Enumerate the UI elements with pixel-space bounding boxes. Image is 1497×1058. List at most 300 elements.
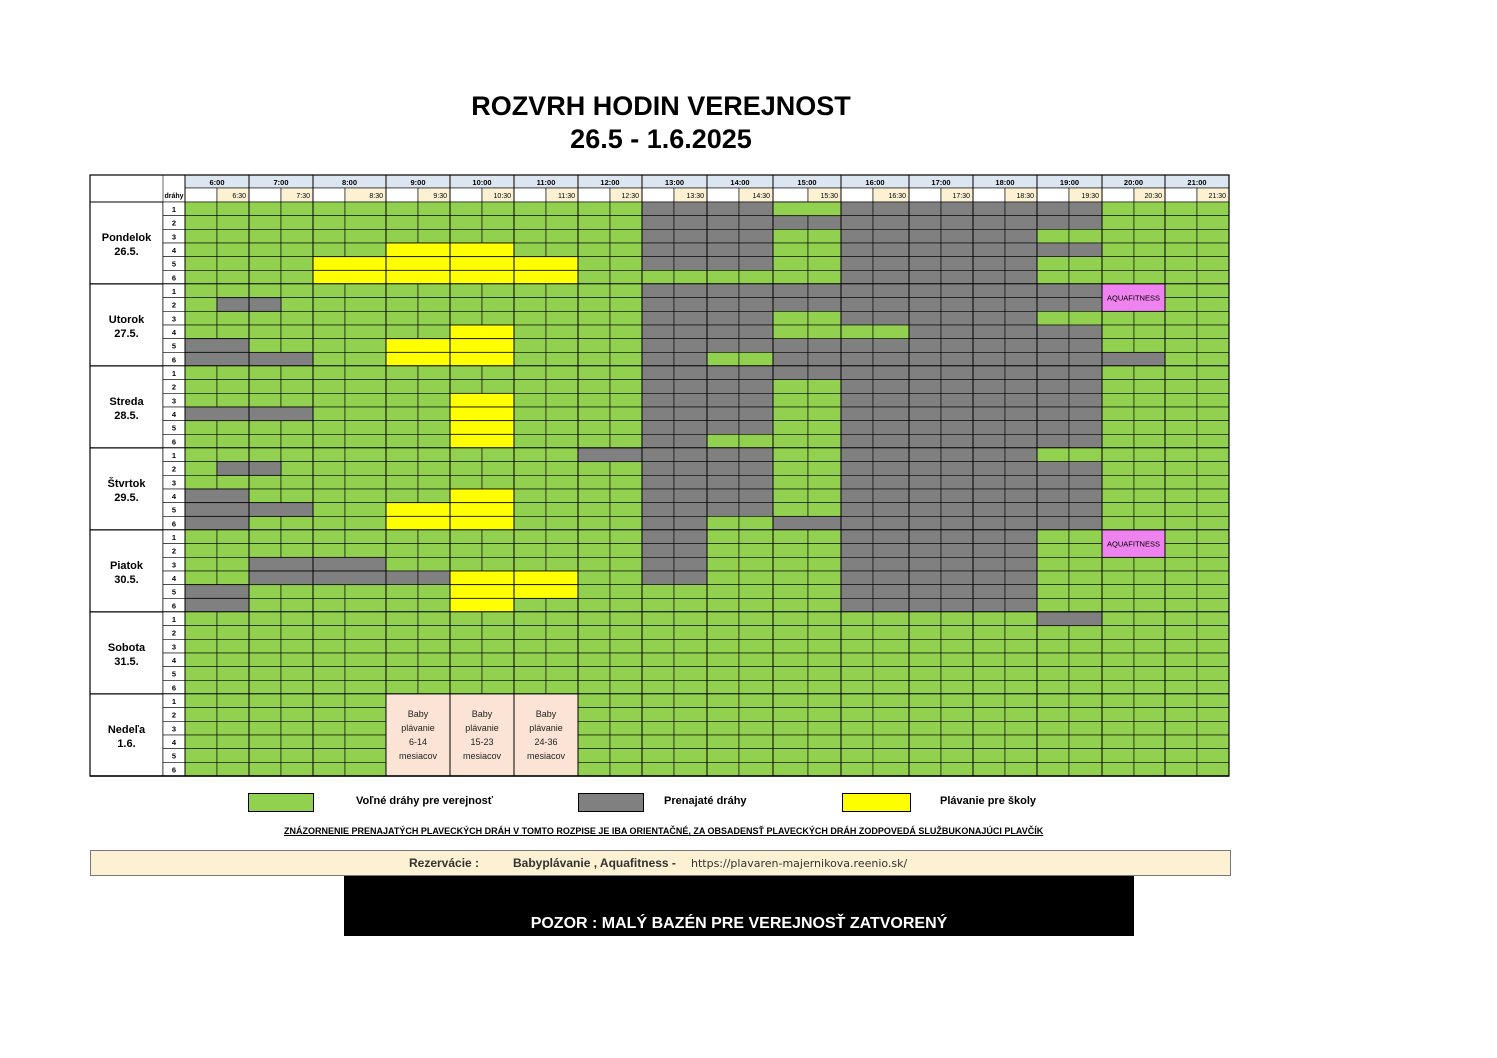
schedule-slot [185, 421, 217, 435]
schedule-slot [1134, 270, 1165, 284]
schedule-slot [873, 421, 909, 435]
schedule-slot [482, 612, 514, 626]
schedule-slot [185, 544, 217, 558]
schedule-slot [739, 530, 773, 544]
schedule-slot [418, 598, 450, 612]
schedule-slot [707, 653, 739, 667]
schedule-slot [281, 544, 313, 558]
schedule-slot [578, 708, 610, 722]
schedule-slot [1165, 270, 1197, 284]
schedule-slot [1069, 721, 1102, 735]
schedule-slot [808, 462, 841, 476]
schedule-slot [909, 407, 941, 421]
schedule-slot [909, 708, 941, 722]
schedule-slot [281, 653, 313, 667]
schedule-slot [1165, 489, 1197, 503]
schedule-slot [345, 339, 386, 353]
schedule-slot [386, 393, 418, 407]
schedule-slot [909, 298, 941, 312]
schedule-slot [909, 434, 941, 448]
day-date: 26.5. [114, 246, 139, 258]
schedule-slot [281, 735, 313, 749]
schedule-slot [185, 721, 217, 735]
schedule-slot [418, 667, 450, 681]
schedule-slot [909, 735, 941, 749]
schedule-slot [1165, 284, 1197, 298]
lane-number: 1 [171, 451, 177, 460]
schedule-slot [345, 298, 386, 312]
schedule-slot [1102, 694, 1134, 708]
schedule-slot [941, 721, 973, 735]
schedule-slot [808, 434, 841, 448]
lane-number: 3 [171, 314, 177, 324]
schedule-slot [841, 571, 873, 585]
schedule-slot [281, 448, 313, 462]
schedule-slot [546, 325, 578, 339]
schedule-slot [808, 339, 841, 353]
schedule-slot [313, 653, 345, 667]
schedule-slot [514, 311, 546, 325]
schedule-slot [1165, 557, 1197, 571]
schedule-slot [707, 667, 739, 681]
schedule-slot [773, 762, 808, 776]
schedule-slot [345, 612, 386, 626]
schedule-slot [841, 544, 873, 558]
schedule-slot [418, 585, 450, 599]
schedule-slot [642, 352, 674, 366]
schedule-slot [313, 202, 345, 216]
lane-number: 5 [171, 423, 177, 433]
schedule-slot [642, 366, 674, 380]
schedule-slot [941, 202, 973, 216]
schedule-slot [1102, 612, 1134, 626]
schedule-slot [773, 270, 808, 284]
schedule-slot [642, 762, 674, 776]
schedule-slot [973, 694, 1005, 708]
schedule-slot [1134, 721, 1165, 735]
schedule-slot [941, 516, 973, 530]
schedule-slot [841, 762, 873, 776]
schedule-slot [642, 216, 674, 230]
lane-number: 1 [171, 615, 177, 624]
schedule-slot [1165, 544, 1197, 558]
schedule-slot [313, 735, 345, 749]
schedule-slot [909, 393, 941, 407]
schedule-slot [578, 598, 610, 612]
schedule-slot [450, 202, 482, 216]
schedule-slot [281, 585, 313, 599]
schedule-slot [450, 612, 482, 626]
lane-number: 1 [171, 287, 177, 296]
schedule-slot [482, 557, 514, 571]
schedule-slot [610, 462, 642, 476]
schedule-slot [185, 325, 217, 339]
schedule-slot [739, 544, 773, 558]
schedule-slot [739, 626, 773, 640]
schedule-slot [941, 489, 973, 503]
schedule-slot [1197, 612, 1229, 626]
schedule-slot [313, 366, 345, 380]
schedule-slot [707, 694, 739, 708]
schedule-slot [313, 639, 345, 653]
schedule-slot [546, 284, 578, 298]
schedule-slot [610, 202, 642, 216]
schedule-slot [1197, 407, 1229, 421]
schedule-slot [249, 516, 281, 530]
schedule-slot [739, 448, 773, 462]
schedule-slot [450, 284, 482, 298]
hour-sub-cell [841, 188, 873, 202]
schedule-slot [642, 284, 674, 298]
schedule-slot [482, 229, 514, 243]
schedule-slot [386, 530, 418, 544]
schedule-slot [773, 735, 808, 749]
schedule-slot [185, 216, 217, 230]
schedule-slot [841, 680, 873, 694]
schedule-slot [450, 680, 482, 694]
hour-label: 14:00 [730, 178, 750, 187]
schedule-slot [578, 270, 610, 284]
schedule-slot [1102, 503, 1134, 517]
schedule-slot [1134, 708, 1165, 722]
schedule-slot [610, 229, 642, 243]
hour-label: 7:00 [273, 178, 289, 187]
schedule-slot [514, 503, 546, 517]
schedule-slot [610, 571, 642, 585]
schedule-slot [281, 380, 313, 394]
schedule-slot [1037, 667, 1069, 681]
schedule-slot [1005, 393, 1037, 407]
schedule-slot [386, 489, 418, 503]
schedule-slot [610, 393, 642, 407]
schedule-slot [345, 598, 386, 612]
schedule-slot [249, 612, 281, 626]
lane-number: 5 [171, 669, 177, 679]
schedule-slot [841, 325, 873, 339]
schedule-slot [1197, 626, 1229, 640]
schedule-slot [249, 544, 281, 558]
schedule-slot [841, 284, 873, 298]
schedule-slot [909, 557, 941, 571]
schedule-slot [610, 475, 642, 489]
schedule-slot [249, 257, 281, 271]
schedule-slot [941, 393, 973, 407]
schedule-slot [610, 530, 642, 544]
lane-number: 5 [171, 505, 177, 515]
schedule-slot [249, 585, 281, 599]
schedule-slot [1069, 544, 1102, 558]
schedule-slot [707, 489, 739, 503]
schedule-slot [873, 216, 909, 230]
day-date: 27.5. [114, 328, 139, 340]
schedule-slot [873, 735, 909, 749]
schedule-slot [281, 270, 313, 284]
day-date: 28.5. [114, 410, 139, 422]
schedule-slot [1037, 489, 1069, 503]
schedule-slot [841, 585, 873, 599]
schedule-slot [1005, 489, 1037, 503]
schedule-slot [707, 762, 739, 776]
schedule-slot [808, 216, 841, 230]
schedule-slot [707, 311, 739, 325]
schedule-slot [841, 721, 873, 735]
schedule-slot [1197, 544, 1229, 558]
schedule-slot [941, 585, 973, 599]
lane-number: 6 [171, 273, 177, 283]
schedule-slot [873, 680, 909, 694]
schedule-slot [674, 366, 707, 380]
schedule-slot [707, 393, 739, 407]
schedule-slot [1197, 393, 1229, 407]
schedule-slot [707, 721, 739, 735]
schedule-slot [941, 270, 973, 284]
schedule-slot [345, 653, 386, 667]
schedule-slot [1102, 557, 1134, 571]
hour-sub-cell [707, 188, 739, 202]
schedule-slot [642, 612, 674, 626]
schedule-slot [345, 448, 386, 462]
schedule-slot [773, 530, 808, 544]
schedule-slot [1037, 380, 1069, 394]
schedule-slot [808, 475, 841, 489]
schedule-slot [418, 229, 450, 243]
baby-swimming-label: plávanie [465, 723, 499, 734]
schedule-slot [1197, 708, 1229, 722]
merged-slot [450, 585, 514, 599]
schedule-slot [578, 612, 610, 626]
schedule-slot [841, 530, 873, 544]
schedule-slot [739, 708, 773, 722]
schedule-slot [281, 667, 313, 681]
title-line-1: ROZVRH HODIN VEREJNOST [471, 91, 851, 121]
schedule-slot [1005, 721, 1037, 735]
schedule-slot [546, 434, 578, 448]
schedule-slot [1037, 407, 1069, 421]
schedule-slot [1134, 749, 1165, 763]
schedule-slot [808, 243, 841, 257]
schedule-slot [386, 462, 418, 476]
schedule-slot [909, 489, 941, 503]
schedule-slot [808, 530, 841, 544]
schedule-slot [1005, 612, 1037, 626]
schedule-slot [418, 216, 450, 230]
schedule-slot [546, 216, 578, 230]
merged-slot [450, 352, 514, 366]
schedule-slot [674, 762, 707, 776]
day-date: 31.5. [114, 656, 139, 668]
lane-number: 4 [171, 328, 177, 338]
schedule-slot [1037, 639, 1069, 653]
schedule-slot [1165, 571, 1197, 585]
half-hour-label: 18:30 [1016, 193, 1034, 200]
schedule-slot [739, 270, 773, 284]
schedule-slot [345, 503, 386, 517]
schedule-slot [1197, 257, 1229, 271]
schedule-slot [674, 380, 707, 394]
schedule-slot [707, 366, 739, 380]
schedule-slot [739, 557, 773, 571]
schedule-slot [1165, 735, 1197, 749]
schedule-slot [973, 735, 1005, 749]
merged-slot [386, 503, 450, 517]
schedule-slot [546, 680, 578, 694]
half-hour-label: 11:30 [558, 193, 575, 200]
schedule-slot [941, 530, 973, 544]
schedule-slot [941, 257, 973, 271]
schedule-slot [185, 762, 217, 776]
merged-slot [450, 489, 514, 503]
baby-swimming-label: Baby [407, 709, 429, 720]
schedule-slot [578, 544, 610, 558]
schedule-slot [1005, 448, 1037, 462]
schedule-slot [386, 380, 418, 394]
schedule-slot [1069, 380, 1102, 394]
merged-slot [450, 257, 514, 271]
schedule-slot [514, 598, 546, 612]
lane-number: 6 [171, 355, 177, 365]
schedule-slot [941, 216, 973, 230]
schedule-slot [217, 284, 249, 298]
schedule-slot [873, 612, 909, 626]
schedule-slot [546, 366, 578, 380]
schedule-slot [217, 393, 249, 407]
schedule-slot [1102, 749, 1134, 763]
schedule-slot [1069, 202, 1102, 216]
schedule-slot [514, 202, 546, 216]
schedule-slot [514, 475, 546, 489]
lane-number: 6 [171, 437, 177, 447]
half-hour-label: 10:30 [493, 193, 511, 200]
schedule-slot [1005, 639, 1037, 653]
schedule-slot [707, 462, 739, 476]
schedule-slot [808, 366, 841, 380]
schedule-slot [773, 284, 808, 298]
schedule-slot [674, 612, 707, 626]
schedule-slot [739, 284, 773, 298]
schedule-slot [281, 339, 313, 353]
schedule-slot [281, 489, 313, 503]
schedule-slot [873, 311, 909, 325]
schedule-slot [909, 721, 941, 735]
schedule-slot [873, 393, 909, 407]
schedule-slot [217, 639, 249, 653]
schedule-slot [808, 598, 841, 612]
schedule-slot [1037, 571, 1069, 585]
schedule-slot [1069, 339, 1102, 353]
schedule-slot [418, 653, 450, 667]
schedule-slot [873, 202, 909, 216]
schedule-slot [973, 571, 1005, 585]
schedule-slot [546, 598, 578, 612]
schedule-slot [707, 626, 739, 640]
schedule-slot [185, 462, 217, 476]
schedule-slot [941, 284, 973, 298]
schedule-slot [909, 421, 941, 435]
schedule-slot [386, 284, 418, 298]
schedule-slot [973, 366, 1005, 380]
schedule-slot [418, 639, 450, 653]
half-hour-label: 19:30 [1081, 193, 1099, 200]
schedule-slot [1005, 202, 1037, 216]
schedule-slot [514, 352, 546, 366]
schedule-slot [578, 229, 610, 243]
schedule-slot [546, 339, 578, 353]
schedule-slot [674, 298, 707, 312]
schedule-slot [707, 598, 739, 612]
schedule-slot [707, 421, 739, 435]
baby-swimming-label: mesiacov [398, 751, 438, 762]
reservation-link[interactable]: https://plavaren-majernikova.reenio.sk/ [691, 857, 908, 870]
schedule-slot [185, 530, 217, 544]
schedule-slot [1102, 639, 1134, 653]
lane-number: 2 [171, 464, 177, 474]
schedule-slot [514, 626, 546, 640]
schedule-slot [546, 202, 578, 216]
schedule-slot [578, 749, 610, 763]
baby-swimming-label: 24-36 [534, 737, 558, 748]
schedule-slot [386, 475, 418, 489]
schedule-slot [973, 216, 1005, 230]
schedule-slot [281, 421, 313, 435]
schedule-slot [345, 311, 386, 325]
legend-free-label: Voľné dráhy pre verejnosť [356, 795, 494, 807]
merged-slot [313, 270, 386, 284]
schedule-slot [514, 462, 546, 476]
half-hour-label: 7:30 [296, 193, 310, 200]
schedule-slot [841, 421, 873, 435]
schedule-slot [873, 557, 909, 571]
schedule-slot [514, 380, 546, 394]
merged-slot [450, 270, 514, 284]
schedule-slot [1165, 626, 1197, 640]
schedule-slot [973, 639, 1005, 653]
schedule-slot [674, 626, 707, 640]
schedule-slot [217, 749, 249, 763]
schedule-slot [1165, 694, 1197, 708]
schedule-slot [973, 585, 1005, 599]
schedule-slot [313, 708, 345, 722]
schedule-slot [386, 667, 418, 681]
schedule-slot [418, 557, 450, 571]
schedule-slot [674, 202, 707, 216]
schedule-slot [773, 393, 808, 407]
reservation-items: Babyplávanie , Aquafitness - [513, 856, 676, 870]
legend-school-label: Plávanie pre školy [940, 795, 1036, 807]
schedule-slot [1165, 229, 1197, 243]
schedule-slot [578, 216, 610, 230]
merged-slot [185, 503, 249, 517]
schedule-slot [873, 462, 909, 476]
schedule-slot [546, 229, 578, 243]
schedule-slot [249, 708, 281, 722]
schedule-slot [739, 216, 773, 230]
lane-number: 1 [171, 205, 177, 214]
schedule-slot [1005, 585, 1037, 599]
schedule-slot [281, 708, 313, 722]
schedule-slot [1069, 503, 1102, 517]
schedule-slot [941, 503, 973, 517]
schedule-slot [642, 735, 674, 749]
schedule-slot [1102, 448, 1134, 462]
schedule-slot [873, 229, 909, 243]
schedule-slot [313, 407, 345, 421]
schedule-slot [313, 434, 345, 448]
schedule-slot [313, 680, 345, 694]
schedule-slot [418, 407, 450, 421]
schedule-slot [642, 708, 674, 722]
schedule-slot [578, 257, 610, 271]
schedule-slot [909, 352, 941, 366]
